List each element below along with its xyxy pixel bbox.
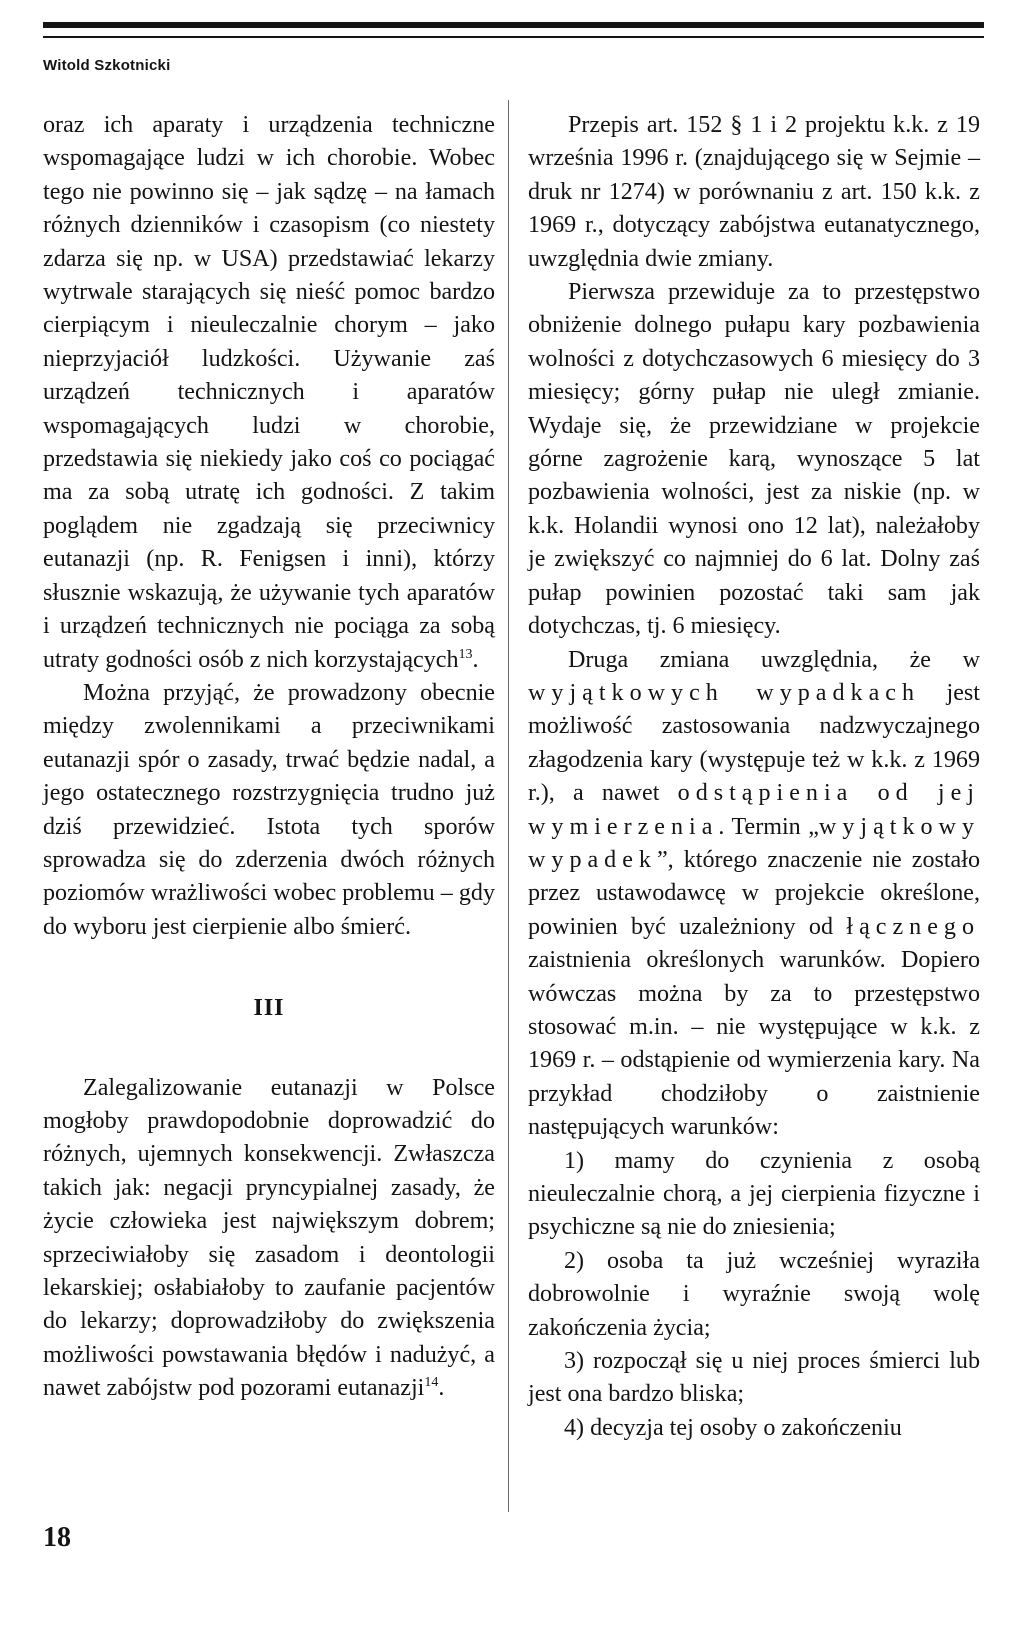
list-item: 1) mamy do czynienia z osobą nieuleczalnie chorą, a jej cierpienia fizyczne i psychiczne są nie do zniesienia; (528, 1147, 980, 1241)
paragraph-end: . (472, 646, 479, 673)
list-item: 2) osoba ta już wcześniej wyraziła dobrowolnie i wyraźnie swoją wolę zakończenia życia; (528, 1247, 980, 1341)
footnote-ref-13: 13 (458, 646, 473, 662)
header-rule-thick (43, 22, 984, 28)
text-run: zaistnienia określonych warunków. Dopiero wówczas można by za to przestępstwo stosować m.in. – nie występujące w k.k. z 1969 r. – odstąpienie od wymierzenia kary. Na przykład chodziłoby o zaistnienie następujących warunków: (528, 947, 980, 1141)
text-run: ”, którego znaczenie nie zostało przez ustawodawcę w projekcie określone, powinien być uzależniony od (528, 846, 980, 940)
list-item: 4) decyzja tej osoby o zakończeniu (564, 1414, 902, 1441)
right-paragraph-2: Pierwsza przewiduje za to przestępstwo obniżenie dolnego pułapu kary pozbawienia wolności z dotychczasowych 6 miesięcy do 3 miesięcy; górny pułap nie uległ zmianie. Wydaje się, że przewidziane w projekcie górne zagrożenie karą, wynoszące 5 lat pozbawienia wolności, jest za niskie (np. w k.k. Holandii wynosi ono 12 lat), należałoby je zwiększyć co najmniej do 6 lat. Dolny zaś pułap powinien pozostać taki sam jak dotychczas, tj. 6 miesięcy. (528, 279, 980, 640)
text-run: jest możliwość zastosowania nadzwyczajnego złagodzenia kary (występuje też w k.k. z 1969 r.), a nawet (528, 679, 980, 807)
column-divider (508, 100, 509, 1512)
paragraph-end: . (438, 1375, 445, 1402)
spaced-emphasis: łącznego (846, 913, 980, 940)
right-paragraph-3 (528, 644, 980, 1145)
section-heading: III (253, 995, 285, 1022)
page-number: 18 (43, 1522, 71, 1553)
spaced-emphasis: wyjątkowych wypadkach (528, 679, 921, 706)
list-item: 3) rozpoczął się u niej proces śmierci lub jest ona bardzo bliska; (528, 1348, 980, 1408)
header-rule-thin (43, 36, 984, 38)
text-run: . Termin „ (718, 813, 819, 840)
spaced-emphasis: wyjątkowy wypadek (528, 813, 980, 873)
left-column (43, 109, 495, 1406)
right-paragraph-1: Przepis art. 152 § 1 i 2 projektu k.k. z 19 września 1996 r. (znajdującego się w Sejmie – druk nr 1274) w porównaniu z art. 150 k.k. z 1969 r., dotyczący zabójstwa eutanatycznego, uwzględnia dwie zmiany. (528, 112, 980, 272)
left-paragraph-1 (43, 109, 495, 677)
paragraph-text: oraz ich aparaty i urządzenia techniczne wspomagające ludzi w ich chorobie. Wobec tego nie powinno się – jak sądzę – na łamach różnych dzienników i czasopism (co niestety zdarza się np. w USA) przedstawiać lekarzy wytrwale starających się nieść pomoc bardzo cierpiącym i nieuleczalnie chorym – jako nieprzyjaciół ludzkości. Używanie zaś urządzeń technicznych i aparatów wspomagających ludzi w chorobie, przedstawia się niekiedy jako coś co pociągać ma za sobą utratę ich godności. Z takim poglądem nie zgadzają się przeciwnicy eutanazji (np. R. Fenigsen i inni), którzy słusznie wskazują, że używanie tych aparatów i urządzeń technicznych nie pociąga za sobą utraty godności osób z nich korzystających (43, 112, 495, 673)
text-run: Druga zmiana uwzględnia, że w (568, 646, 980, 673)
running-head: Witold Szkotnicki (43, 57, 171, 74)
right-column (528, 109, 980, 1445)
spaced-emphasis: odstąpienia od jej wymierzenia (528, 780, 980, 840)
footnote-ref-14: 14 (424, 1375, 439, 1391)
left-paragraph-3 (43, 1072, 495, 1406)
left-paragraph-2: Można przyjąć, że prowadzony obecnie między zwolennikami a przeciwnikami eutanazji spór o zasady, trwać będzie nadal, a jego ostatecznego rozstrzygnięcia trudno już dziś przewidzieć. Istota tych sporów sprowadza się do zderzenia dwóch różnych poziomów wrażliwości wobec problemu – gdy do wyboru jest cierpienie albo śmierć. (43, 679, 495, 940)
paragraph-text: Zalegalizowanie eutanazji w Polsce mogłoby prawdopodobnie doprowadzić do różnych, ujemnych konsekwencji. Zwłaszcza takich jak: negacji pryncypialnej zasady, że życie człowieka jest największym dobrem; sprzeciwiałoby się zasadom i deontologii lekarskiej; osłabiałoby to zaufanie pacjentów do lekarzy; doprowadziłoby do zwiększenia możliwości powstawania błędów i nadużyć, a nawet zabójstw pod pozorami eutanazji (43, 1074, 495, 1402)
